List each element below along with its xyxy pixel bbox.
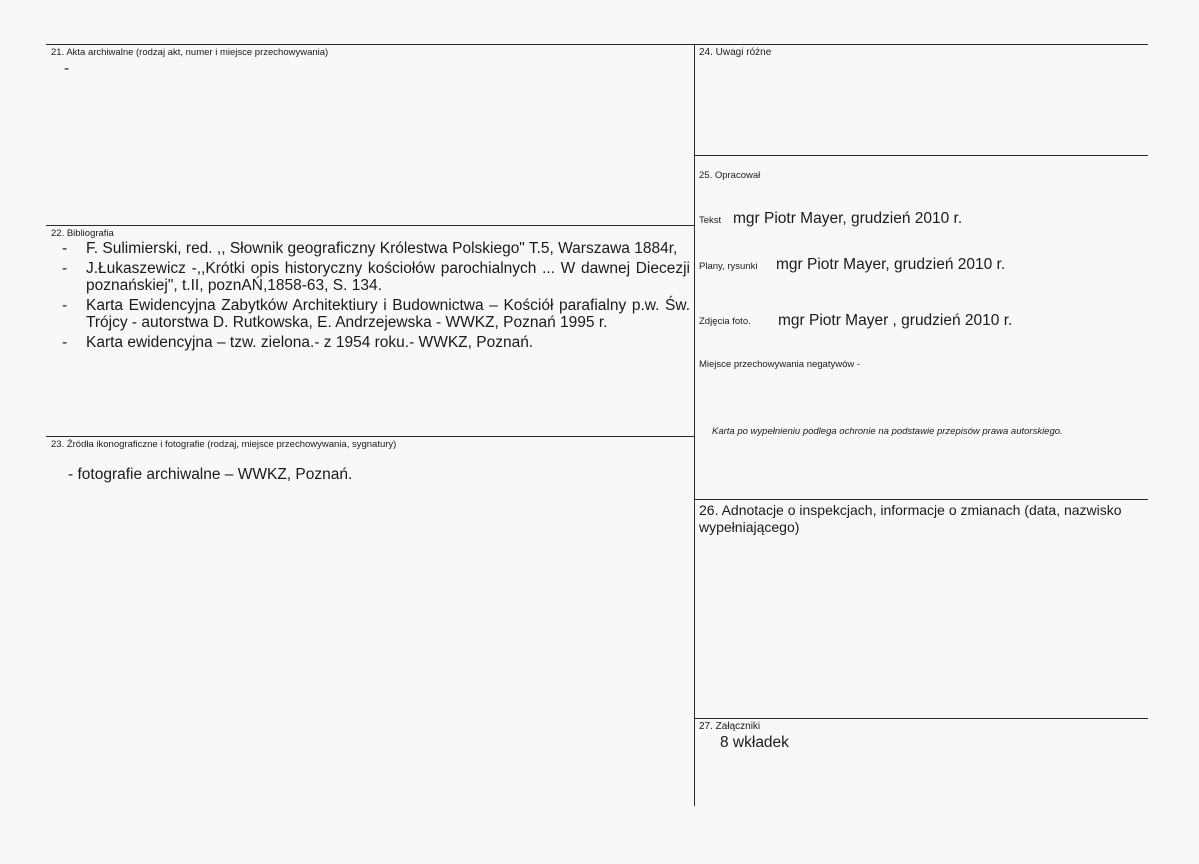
section-22-title: 22. Bibliografia <box>51 228 114 239</box>
plany-value: mgr Piotr Mayer, grudzień 2010 r. <box>776 256 1006 273</box>
plany-label: Plany, rysunki <box>699 261 758 272</box>
copyright-note: Karta po wypełnieniu podlega ochronie na podstawie przepisów prawa autorskiego. <box>712 426 1063 437</box>
bibliography-item: - F. Sulimierski, red. ,, Słownik geograficzny Królestwa Polskiego" T.5, Warszawa 1884r, <box>62 240 690 258</box>
rule-27-top <box>694 718 1148 719</box>
rule-23-top <box>46 436 694 437</box>
section-27-title: 27. Załączniki <box>699 721 761 732</box>
rule-26-top <box>694 499 1148 500</box>
rule-22-top <box>46 225 694 226</box>
rule-24-top <box>694 44 1148 45</box>
foto-label: Zdjęcia foto. <box>699 316 751 327</box>
rule-21-top <box>46 44 694 45</box>
tekst-value: mgr Piotr Mayer, grudzień 2010 r. <box>733 210 963 227</box>
bibliography-item: - J.Łukaszewicz -,,Krótki opis historyczny kościołów parochialnych ... W dawnej Diecezji poznańskiej", t.II, poznAŃ,1858-63, S. 134. <box>62 260 690 295</box>
section-26-title: 26. Adnotacje o inspekcjach, informacje o zmianach (data, nazwisko wypełniającego) <box>699 502 1122 535</box>
section-25-title: 25. Opracował <box>699 170 761 181</box>
bibliography-list <box>62 240 690 353</box>
section-23-value: - fotografie archiwalne – WWKZ, Poznań. <box>68 466 353 483</box>
bibliography-item: - Karta Ewidencyjna Zabytków Architektiury i Budownictwa – Kościół parafialny p.w. Św. Trójcy - autorstwa D. Rutkowska, E. Andrzejewska - WWKZ, Poznań 1995 r. <box>62 297 690 332</box>
bibliography-item: - Karta ewidencyjna – tzw. zielona.- z 1954 roku.- WWKZ, Poznań. <box>62 334 690 352</box>
section-21-value: - <box>64 60 70 77</box>
section-21-title: 21. Akta archiwalne (rodzaj akt, numer i miejsce przechowywania) <box>51 47 329 58</box>
foto-value: mgr Piotr Mayer , grudzień 2010 r. <box>778 312 1013 329</box>
section-27-value: 8 wkładek <box>720 734 789 751</box>
negatywy-label: Miejsce przechowywania negatywów - <box>699 359 861 370</box>
section-23-title: 23. Źródła ikonograficzne i fotografie (rodzaj, miejsce przechowywania, sygnatury) <box>51 439 397 450</box>
column-divider <box>694 44 695 806</box>
section-24-title: 24. Uwagi różne <box>699 47 772 58</box>
rule-25-top <box>694 155 1148 156</box>
tekst-label: Tekst <box>699 215 722 226</box>
